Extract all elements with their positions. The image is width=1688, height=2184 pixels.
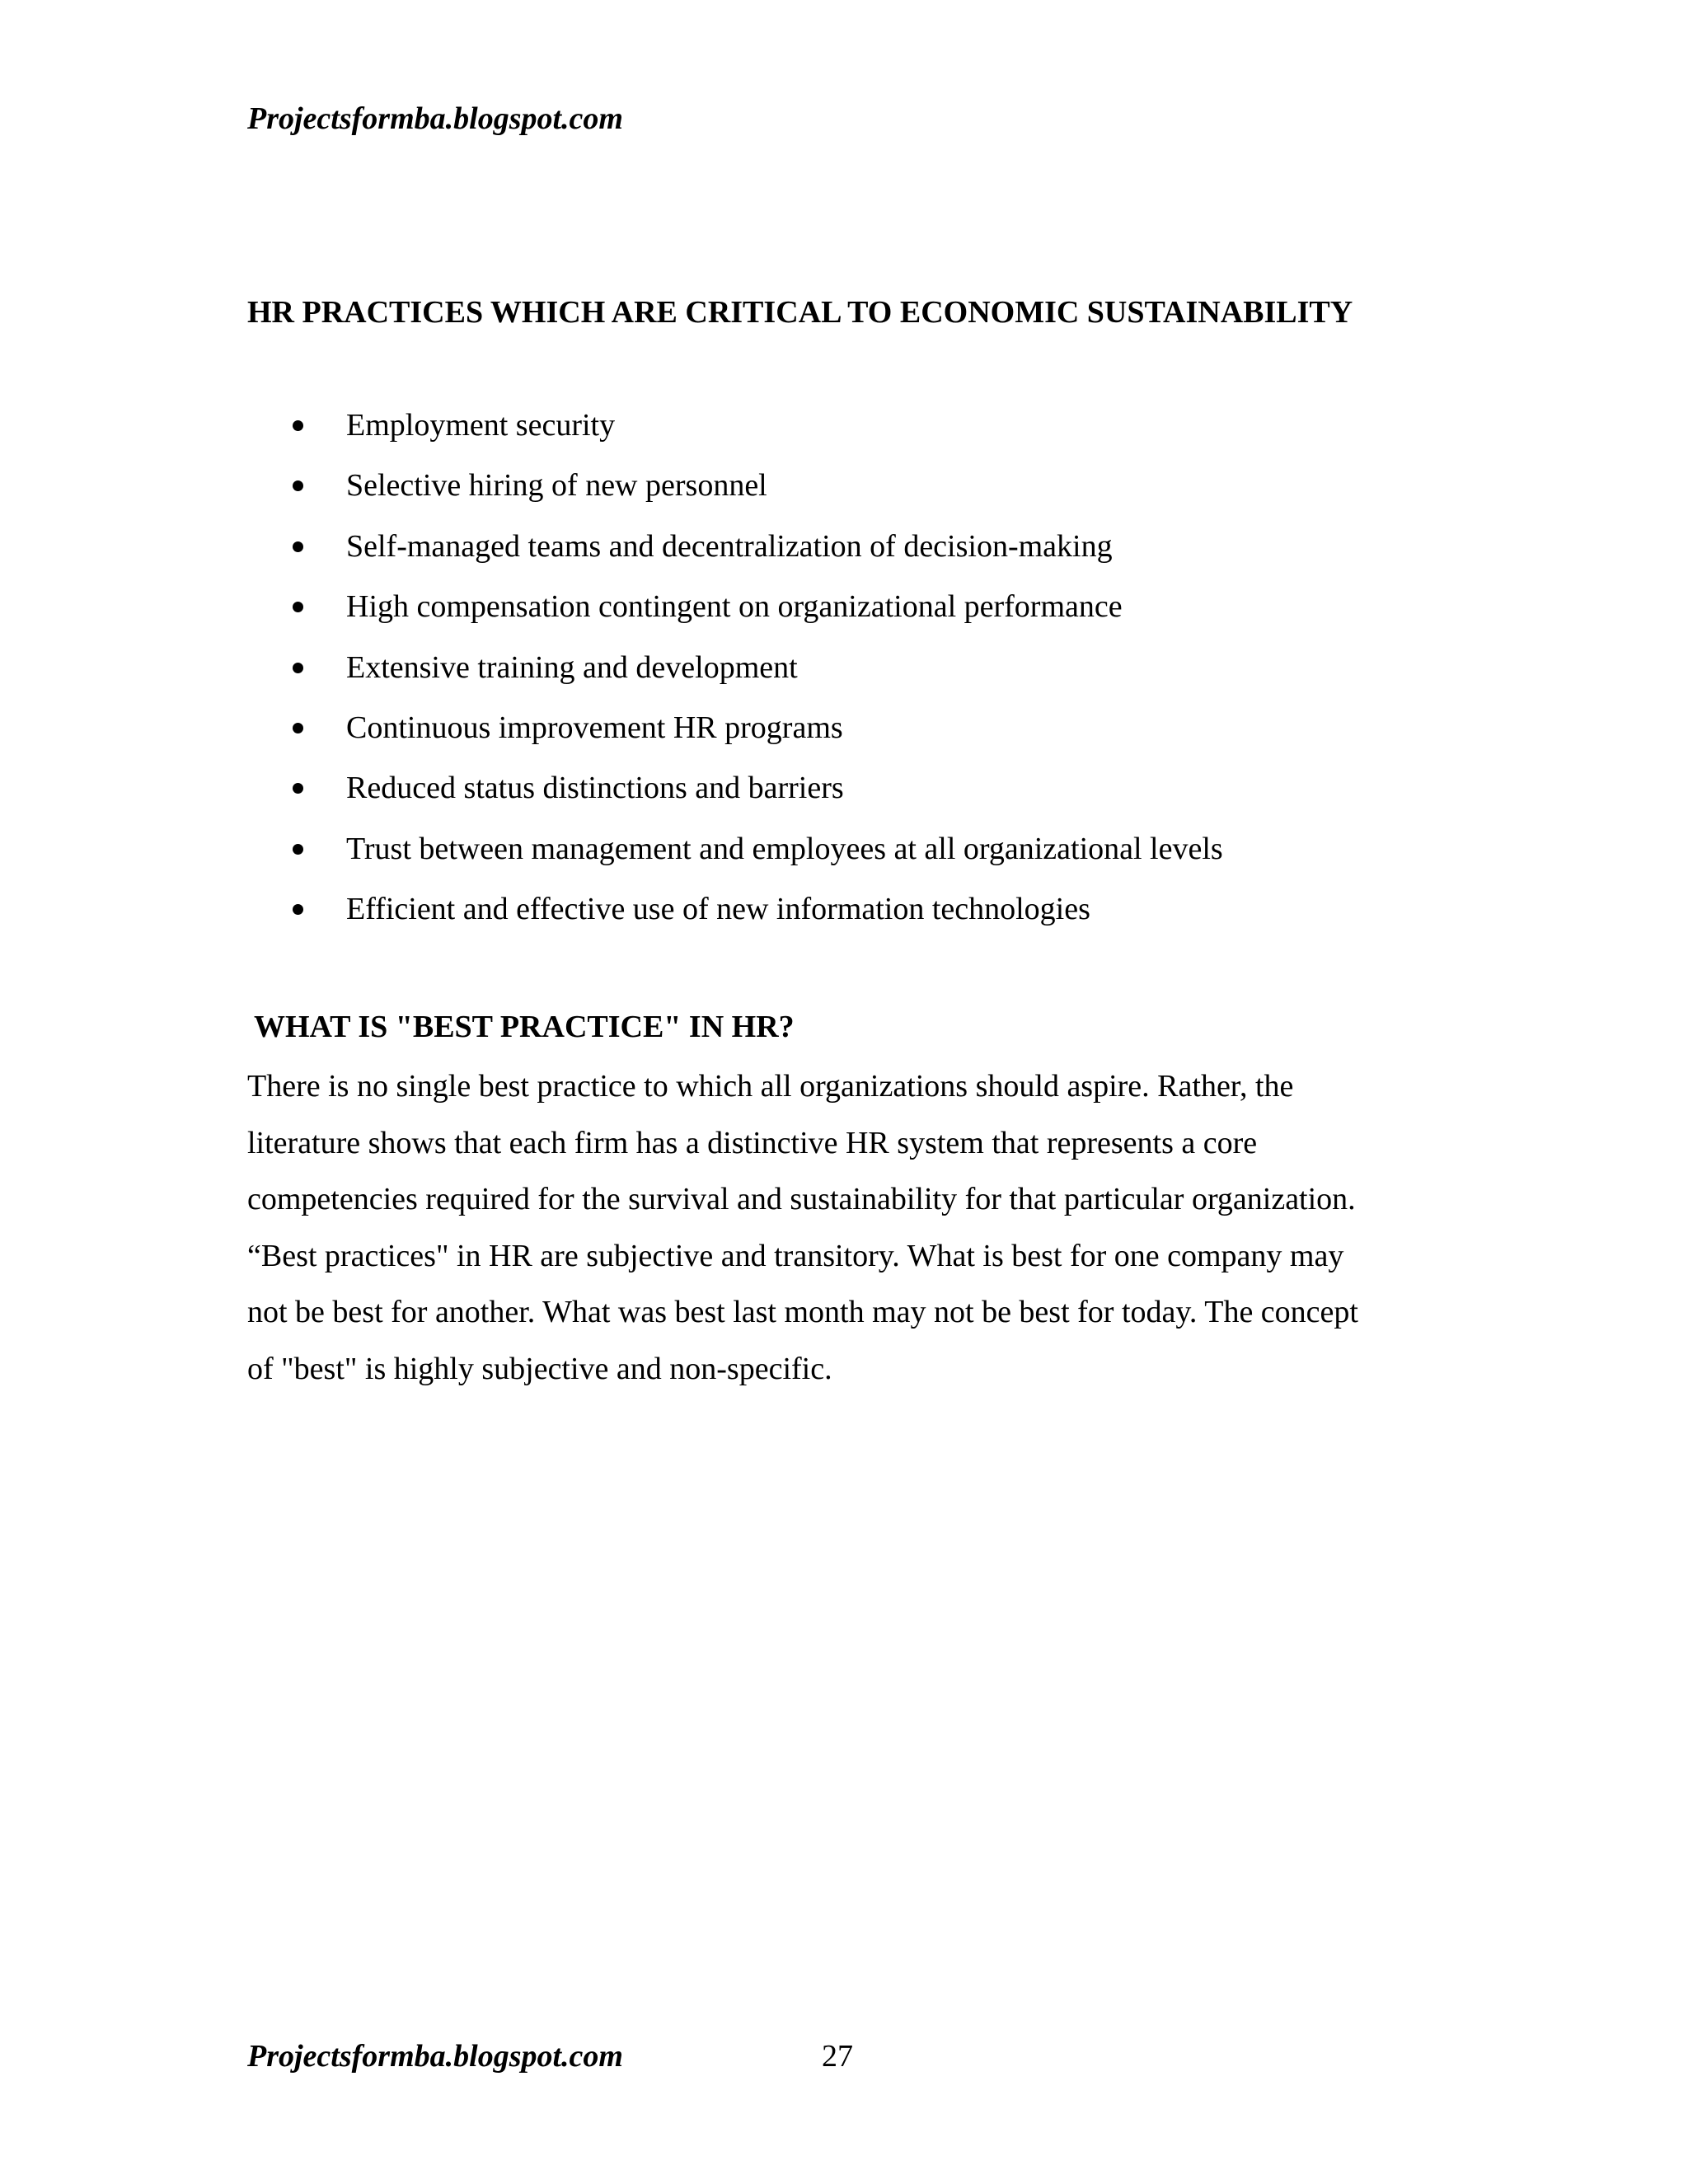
list-item-text: Extensive training and development [346, 649, 798, 685]
paragraph-line: competencies required for the survival and sustainability for that particular organization. [247, 1182, 1356, 1217]
bullet-icon [293, 844, 303, 855]
bullet-icon [293, 602, 303, 612]
list-item-text: Efficient and effective use of new information technologies [346, 892, 1090, 927]
list-item-text: Continuous improvement HR programs [346, 710, 843, 745]
footer-site-name: Projectsformba.blogspot.com [247, 2039, 623, 2074]
section-heading-best-practice: WHAT IS "BEST PRACTICE" IN HR? [254, 1010, 795, 1044]
list-item-text: Selective hiring of new personnel [346, 468, 767, 504]
bullet-icon [293, 723, 303, 733]
list-item-text: High compensation contingent on organizational performance [346, 589, 1123, 625]
list-item-text: Self-managed teams and decentralization of decision-making [346, 528, 1113, 564]
paragraph-line: of "best" is highly subjective and non-specific. [247, 1351, 832, 1386]
best-practice-paragraph [247, 1058, 1358, 1398]
paragraph-line: “Best practices" in HR are subjective and transitory. What is best for one company may [247, 1238, 1344, 1273]
paragraph-line: not be best for another. What was best last month may not be best for today. The concept [247, 1295, 1358, 1330]
paragraph-line: literature shows that each firm has a distinctive HR system that represents a core [247, 1125, 1258, 1160]
page-number: 27 [822, 2039, 853, 2074]
bullet-icon [293, 480, 303, 491]
list-item-text: Reduced status distinctions and barriers [346, 771, 844, 806]
list-item-text: Trust between management and employees at all organizational levels [346, 831, 1223, 866]
bullet-icon [293, 420, 303, 431]
section-heading-critical-practices: HR PRACTICES WHICH ARE CRITICAL TO ECONOMIC SUSTAINABILITY [247, 295, 1353, 330]
bullet-icon [293, 541, 303, 552]
list-item-text: Employment security [346, 408, 616, 443]
header-site-name: Projectsformba.blogspot.com [247, 101, 623, 136]
bullet-icon [293, 783, 303, 794]
bullet-icon [293, 663, 303, 673]
paragraph-line: There is no single best practice to which all organizations should aspire. Rather, the [247, 1069, 1294, 1104]
bullet-icon [293, 904, 303, 915]
